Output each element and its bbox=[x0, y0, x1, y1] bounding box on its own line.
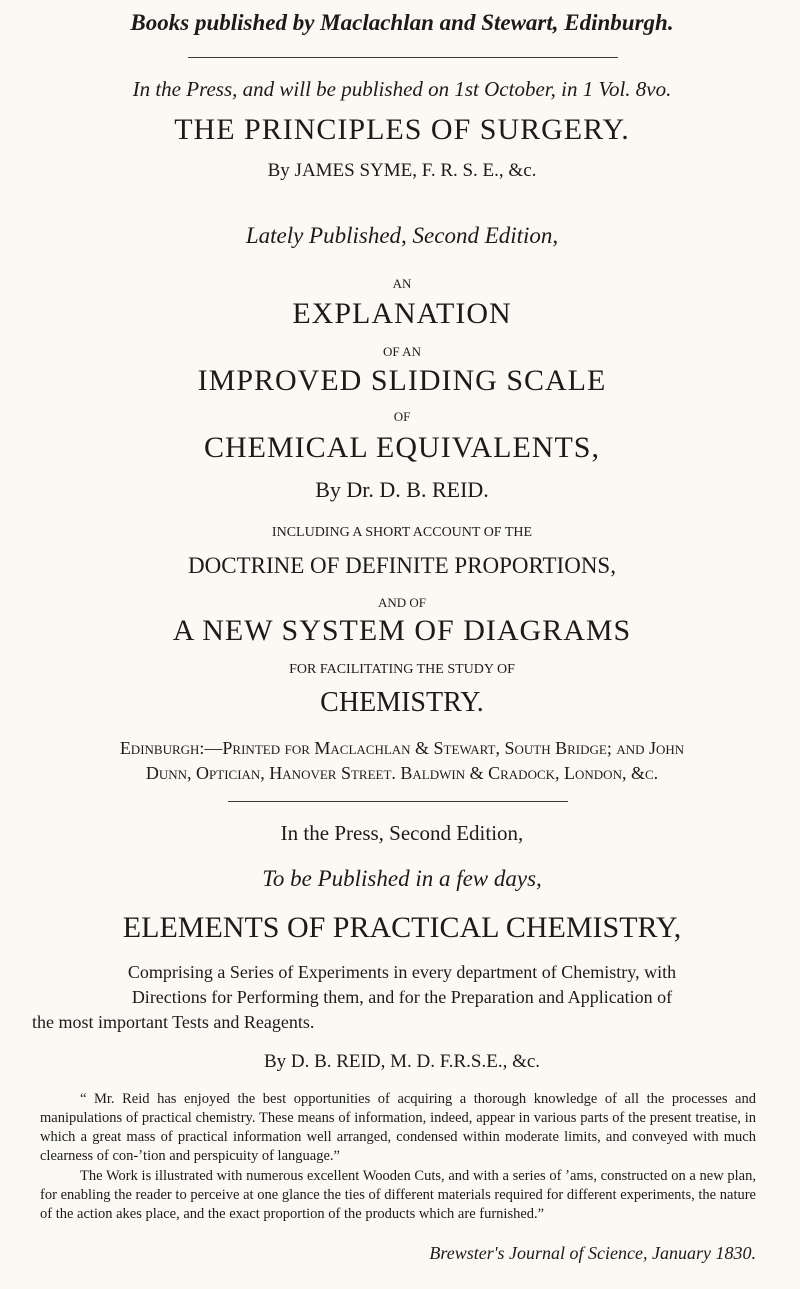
in-press-line: In the Press, Second Edition, bbox=[280, 821, 524, 845]
description-line-3: the most important Tests and Reagents. bbox=[32, 1012, 315, 1032]
description-line-2: Directions for Performing them, and for the Preparation and Application of bbox=[131, 987, 673, 1007]
chemistry-title: CHEMISTRY. bbox=[320, 687, 484, 718]
elements-author: By D. B. REID, M. D. F.R.S.E., &c. bbox=[263, 1051, 541, 1072]
facilitating-line: FOR FACILITATING THE STUDY OF bbox=[289, 662, 515, 677]
label-of: OF bbox=[393, 409, 411, 424]
doctrine-title: DOCTRINE OF DEFINITE PROPORTIONS, bbox=[188, 553, 616, 578]
to-be-published-line: To be Published in a few days, bbox=[262, 866, 542, 891]
header-rule bbox=[188, 57, 618, 58]
label-an: AN bbox=[392, 276, 412, 291]
review-paragraph-1: “ Mr. Reid has enjoyed the best opportunities of acquiring a thorough knowledge of all the processes and manipulations of practical chemistry. These means of information, indeed, appear in various parts of the present treatise, in which a great mass of practical information well arranged, condensed within moderate limits, and conveyed with much clearness of con-ʼtion and perspicuity of language.” bbox=[40, 1091, 756, 1164]
lately-published: Lately Published, Second Edition, bbox=[245, 223, 559, 248]
section-rule bbox=[228, 801, 568, 802]
syme-title: THE PRINCIPLES OF SURGERY. bbox=[174, 113, 630, 146]
label-and-of: AND OF bbox=[377, 595, 427, 610]
including-line: INCLUDING A SHORT ACCOUNT OF THE bbox=[271, 525, 533, 540]
imprint-line-2: Dunn, Optician, Hanover Street. Baldwin & Cradock, London, &c. bbox=[145, 763, 659, 783]
review-paragraph-2: The Work is illustrated with numerous excellent Wooden Cuts, and with a series of ʼams, constructed on a new plan, for enabling the reader to perceive at one glance the ties of different materials required for different experiments, the nature of the action akes place, and the exact proportion of the products which are furnished.” bbox=[40, 1168, 756, 1222]
syme-author: By JAMES SYME, F. R. S. E., &c. bbox=[267, 160, 537, 181]
imprint-line-1: Edinburgh:—Printed for Maclachlan & Stewart, South Bridge; and John bbox=[119, 738, 685, 758]
chemical-equivalents-title: CHEMICAL EQUIVALENTS, bbox=[204, 431, 600, 464]
review-source: Brewster's Journal of Science, January 1830. bbox=[429, 1243, 756, 1263]
elements-title: ELEMENTS OF PRACTICAL CHEMISTRY, bbox=[122, 911, 682, 944]
page-header-title: Books published by Maclachlan and Stewart, Edinburgh. bbox=[130, 10, 674, 35]
description-line-1: Comprising a Series of Experiments in every department of Chemistry, with bbox=[127, 962, 677, 982]
label-of-an: OF AN bbox=[383, 344, 421, 359]
syme-notice: In the Press, and will be published on 1st October, in 1 Vol. 8vo. bbox=[132, 77, 672, 101]
diagrams-title: A NEW SYSTEM OF DIAGRAMS bbox=[172, 614, 632, 647]
improved-scale-title: IMPROVED SLIDING SCALE bbox=[197, 364, 607, 397]
reid-scale-author: By Dr. D. B. REID. bbox=[315, 477, 489, 502]
explanation-title: EXPLANATION bbox=[292, 297, 512, 330]
